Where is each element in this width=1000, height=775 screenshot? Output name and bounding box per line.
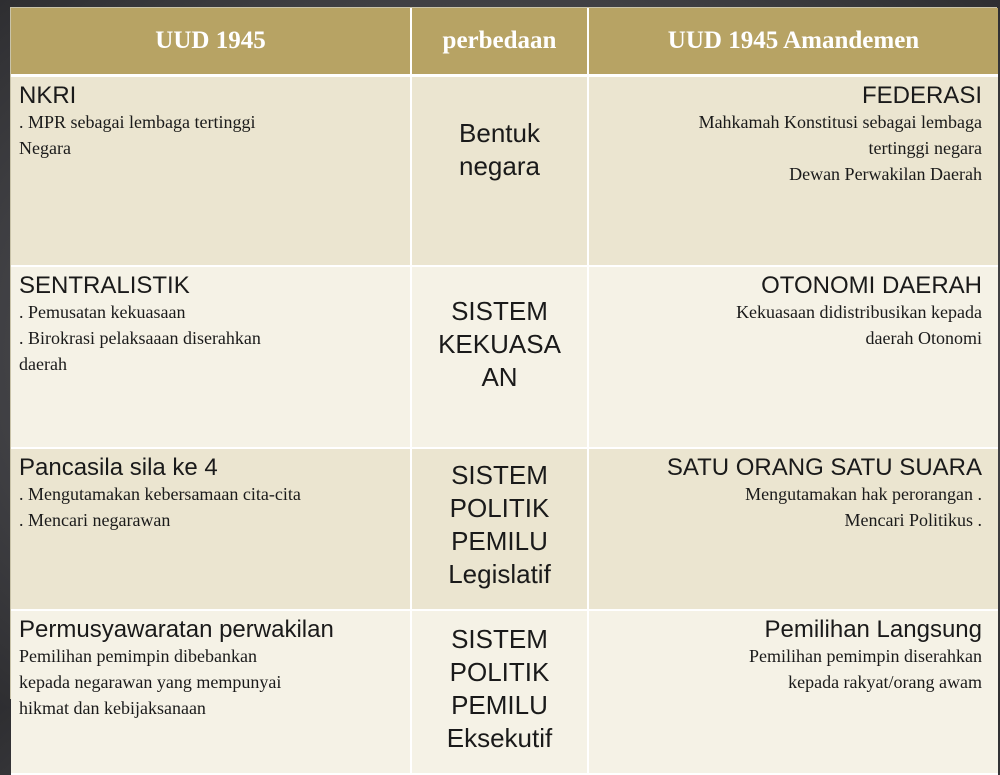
difference-line: AN	[481, 362, 518, 392]
cell-line: daerah Otonomi	[865, 328, 982, 348]
cell-line: . Birokrasi pelaksaaan diserahkan	[19, 328, 261, 348]
cell-title: Permusyawaratan perwakilan	[19, 616, 334, 643]
cell-title: Pancasila sila ke 4	[19, 454, 218, 481]
cell-title: OTONOMI DAERAH	[761, 272, 982, 299]
cell-line: Dewan Perwakilan Daerah	[789, 164, 982, 184]
cell-perbedaan	[411, 76, 588, 267]
difference-line: KEKUASA	[438, 329, 561, 359]
difference-line: Bentuk	[459, 118, 540, 148]
header-uud-1945-amandemen: UUD 1945 Amandemen	[588, 8, 998, 76]
header-row	[11, 8, 998, 76]
cell-title: FEDERASI	[861, 82, 982, 109]
difference-line: SISTEM	[451, 460, 548, 490]
cell-line: hikmat dan kebijaksanaan	[19, 698, 206, 718]
cell-title: Pemilihan Langsung	[764, 616, 982, 643]
cell-line: Pemilihan pemimpin diserahkan	[749, 646, 982, 666]
difference-line: SISTEM	[451, 624, 548, 654]
difference-line: Eksekutif	[446, 723, 553, 753]
cell-perbedaan	[411, 266, 588, 448]
cell-line: . Mengutamakan kebersamaan cita-cita	[19, 484, 301, 504]
cell-uud-1945	[11, 266, 411, 448]
cell-title: NKRI	[19, 82, 77, 109]
comparison-table-frame	[10, 7, 997, 753]
cell-uud-1945	[11, 448, 411, 610]
cell-line: tertinggi negara	[868, 138, 982, 158]
cell-line: kepada negarawan yang mempunyai	[19, 672, 282, 692]
cell-line: . Mencari negarawan	[19, 510, 171, 530]
cell-line: Mengutamakan hak perorangan .	[745, 484, 982, 504]
difference-line: PEMILU	[451, 526, 548, 556]
difference-line: Legislatif	[448, 559, 551, 589]
table-row	[11, 610, 998, 774]
difference-line: PEMILU	[451, 690, 548, 720]
cell-perbedaan	[411, 610, 588, 774]
comparison-table	[11, 8, 998, 775]
cell-line: kepada rakyat/orang awam	[788, 672, 982, 692]
cell-line: Pemilihan pemimpin dibebankan	[19, 646, 257, 666]
cell-title: SATU ORANG SATU SUARA	[666, 454, 982, 481]
cell-amandemen	[588, 610, 998, 774]
difference-line: SISTEM	[451, 296, 548, 326]
difference-line: negara	[459, 151, 540, 181]
cell-line: . MPR sebagai lembaga tertinggi	[19, 112, 256, 132]
header-uud-1945: UUD 1945	[11, 8, 411, 76]
table-row	[11, 266, 998, 448]
difference-line: POLITIK	[449, 493, 550, 523]
cell-line: Kekuasaan didistribusikan kepada	[736, 302, 982, 322]
cell-amandemen	[588, 76, 998, 267]
cell-uud-1945	[11, 76, 411, 267]
cell-line: Mencari Politikus .	[844, 510, 982, 530]
header-perbedaan: perbedaan	[411, 8, 588, 76]
cell-line: . Pemusatan kekuasaan	[19, 302, 186, 322]
cell-line: Negara	[19, 138, 71, 158]
cell-amandemen	[588, 266, 998, 448]
difference-line: POLITIK	[449, 657, 550, 687]
cell-amandemen	[588, 448, 998, 610]
table-row	[11, 448, 998, 610]
cell-line: daerah	[19, 354, 67, 374]
cell-line: Mahkamah Konstitusi sebagai lembaga	[698, 112, 982, 132]
table-row	[11, 76, 998, 267]
cell-perbedaan	[411, 448, 588, 610]
cell-title: SENTRALISTIK	[19, 272, 190, 299]
cell-uud-1945	[11, 610, 411, 774]
